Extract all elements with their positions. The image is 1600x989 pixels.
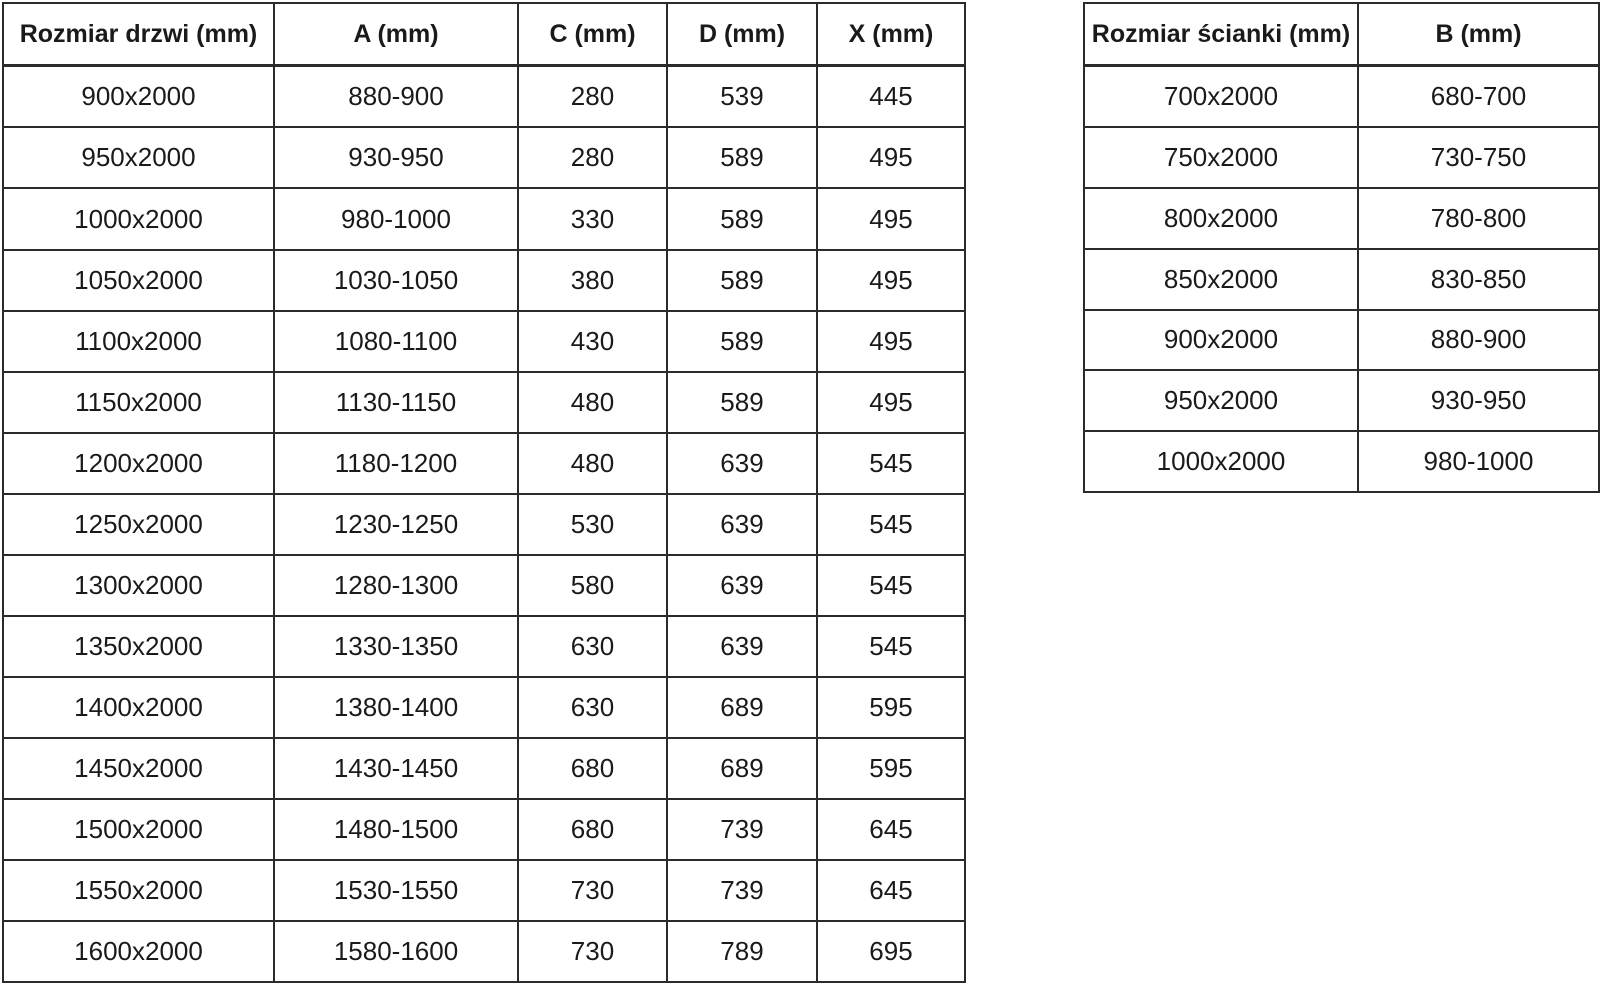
table-cell: 1580-1600 xyxy=(274,921,518,982)
table-row xyxy=(3,860,965,921)
table-cell: 900x2000 xyxy=(3,66,274,128)
table-cell: 950x2000 xyxy=(3,127,274,188)
column-header: Rozmiar ścianki (mm) xyxy=(1084,3,1358,66)
table-row xyxy=(3,555,965,616)
table-cell: 589 xyxy=(667,188,817,249)
table-cell: 1130-1150 xyxy=(274,372,518,433)
header-row xyxy=(3,3,965,66)
table-cell: 1080-1100 xyxy=(274,311,518,372)
table-cell: 880-900 xyxy=(274,66,518,128)
table-cell: 645 xyxy=(817,860,965,921)
table-cell: 1400x2000 xyxy=(3,677,274,738)
table-row xyxy=(3,616,965,677)
table-row xyxy=(1084,310,1599,371)
door-dimensions-table xyxy=(2,2,966,983)
column-header: D (mm) xyxy=(667,3,817,66)
table-cell: 680-700 xyxy=(1358,66,1599,128)
table-cell: 480 xyxy=(518,372,667,433)
table-cell: 1530-1550 xyxy=(274,860,518,921)
table-cell: 639 xyxy=(667,555,817,616)
table-cell: 730 xyxy=(518,860,667,921)
table-cell: 930-950 xyxy=(1358,370,1599,431)
table-cell: 589 xyxy=(667,250,817,311)
table-row xyxy=(3,250,965,311)
table-row xyxy=(1084,431,1599,492)
table-cell: 730-750 xyxy=(1358,127,1599,188)
table-row xyxy=(3,494,965,555)
table-cell: 1100x2000 xyxy=(3,311,274,372)
column-header: B (mm) xyxy=(1358,3,1599,66)
door-table-body xyxy=(3,66,965,983)
table-cell: 830-850 xyxy=(1358,249,1599,310)
table-cell: 430 xyxy=(518,311,667,372)
table-cell: 1600x2000 xyxy=(3,921,274,982)
column-header: X (mm) xyxy=(817,3,965,66)
table-cell: 700x2000 xyxy=(1084,66,1358,128)
table-cell: 739 xyxy=(667,860,817,921)
table-cell: 1250x2000 xyxy=(3,494,274,555)
wall-dimensions-table xyxy=(1083,2,1600,493)
table-cell: 1050x2000 xyxy=(3,250,274,311)
column-header: C (mm) xyxy=(518,3,667,66)
table-cell: 739 xyxy=(667,799,817,860)
table-cell: 1500x2000 xyxy=(3,799,274,860)
table-cell: 980-1000 xyxy=(274,188,518,249)
table-cell: 545 xyxy=(817,616,965,677)
table-row xyxy=(1084,127,1599,188)
table-cell: 950x2000 xyxy=(1084,370,1358,431)
table-cell: 800x2000 xyxy=(1084,188,1358,249)
table-cell: 380 xyxy=(518,250,667,311)
table-cell: 495 xyxy=(817,311,965,372)
door-table-header xyxy=(3,3,965,66)
table-cell: 595 xyxy=(817,677,965,738)
table-cell: 1350x2000 xyxy=(3,616,274,677)
table-cell: 1230-1250 xyxy=(274,494,518,555)
table-cell: 530 xyxy=(518,494,667,555)
wall-table-header xyxy=(1084,3,1599,66)
table-cell: 1000x2000 xyxy=(3,188,274,249)
table-cell: 1330-1350 xyxy=(274,616,518,677)
table-cell: 1150x2000 xyxy=(3,372,274,433)
table-row xyxy=(1084,370,1599,431)
table-cell: 495 xyxy=(817,372,965,433)
table-cell: 1180-1200 xyxy=(274,433,518,494)
table-cell: 645 xyxy=(817,799,965,860)
table-cell: 589 xyxy=(667,311,817,372)
table-row xyxy=(3,311,965,372)
table-cell: 789 xyxy=(667,921,817,982)
table-cell: 1300x2000 xyxy=(3,555,274,616)
table-cell: 880-900 xyxy=(1358,310,1599,371)
table-cell: 630 xyxy=(518,616,667,677)
table-cell: 1000x2000 xyxy=(1084,431,1358,492)
table-row xyxy=(1084,188,1599,249)
table-row xyxy=(3,372,965,433)
table-cell: 589 xyxy=(667,127,817,188)
table-cell: 689 xyxy=(667,677,817,738)
table-cell: 730 xyxy=(518,921,667,982)
table-cell: 330 xyxy=(518,188,667,249)
table-cell: 980-1000 xyxy=(1358,431,1599,492)
column-header: Rozmiar drzwi (mm) xyxy=(3,3,274,66)
table-row xyxy=(3,677,965,738)
table-cell: 930-950 xyxy=(274,127,518,188)
table-cell: 545 xyxy=(817,433,965,494)
table-cell: 545 xyxy=(817,494,965,555)
header-row xyxy=(1084,3,1599,66)
table-cell: 639 xyxy=(667,433,817,494)
table-cell: 545 xyxy=(817,555,965,616)
table-row xyxy=(3,127,965,188)
table-cell: 630 xyxy=(518,677,667,738)
table-cell: 280 xyxy=(518,127,667,188)
table-row xyxy=(3,188,965,249)
table-cell: 495 xyxy=(817,127,965,188)
table-cell: 1030-1050 xyxy=(274,250,518,311)
table-cell: 589 xyxy=(667,372,817,433)
table-row xyxy=(3,921,965,982)
table-cell: 780-800 xyxy=(1358,188,1599,249)
table-cell: 580 xyxy=(518,555,667,616)
table-cell: 495 xyxy=(817,188,965,249)
table-cell: 1430-1450 xyxy=(274,738,518,799)
table-cell: 750x2000 xyxy=(1084,127,1358,188)
table-cell: 280 xyxy=(518,66,667,128)
table-cell: 639 xyxy=(667,494,817,555)
table-cell: 1550x2000 xyxy=(3,860,274,921)
table-row xyxy=(1084,249,1599,310)
table-cell: 1480-1500 xyxy=(274,799,518,860)
table-row xyxy=(3,799,965,860)
table-cell: 539 xyxy=(667,66,817,128)
table-cell: 1200x2000 xyxy=(3,433,274,494)
wall-table-body xyxy=(1084,66,1599,493)
table-cell: 480 xyxy=(518,433,667,494)
table-cell: 1450x2000 xyxy=(3,738,274,799)
table-cell: 1380-1400 xyxy=(274,677,518,738)
table-cell: 680 xyxy=(518,738,667,799)
table-row xyxy=(1084,66,1599,128)
table-cell: 595 xyxy=(817,738,965,799)
table-cell: 900x2000 xyxy=(1084,310,1358,371)
table-cell: 689 xyxy=(667,738,817,799)
column-header: A (mm) xyxy=(274,3,518,66)
table-cell: 850x2000 xyxy=(1084,249,1358,310)
table-cell: 680 xyxy=(518,799,667,860)
table-row xyxy=(3,433,965,494)
table-cell: 695 xyxy=(817,921,965,982)
table-cell: 639 xyxy=(667,616,817,677)
table-cell: 495 xyxy=(817,250,965,311)
table-row xyxy=(3,66,965,128)
table-row xyxy=(3,738,965,799)
table-cell: 1280-1300 xyxy=(274,555,518,616)
table-cell: 445 xyxy=(817,66,965,128)
